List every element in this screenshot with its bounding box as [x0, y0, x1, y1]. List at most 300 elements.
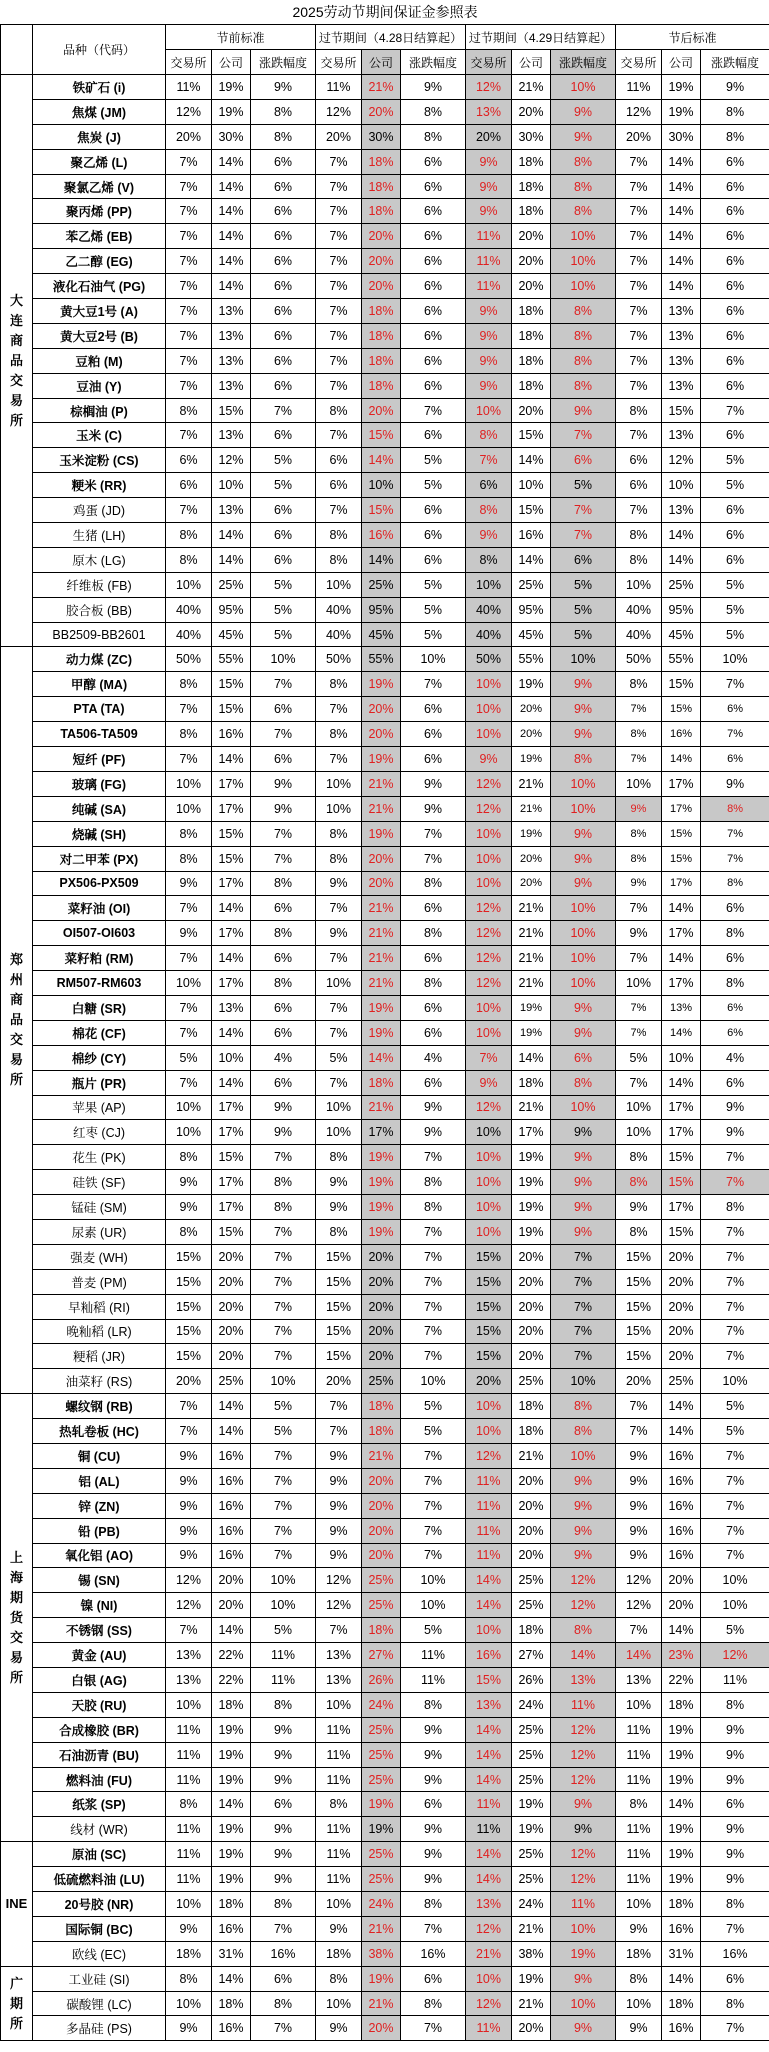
- margin-cell: 11%: [616, 1742, 662, 1767]
- margin-cell: 8%: [616, 1792, 662, 1817]
- margin-cell: 7%: [701, 1518, 769, 1543]
- product-name: 鸡蛋 (JD): [33, 498, 166, 523]
- margin-cell: 12%: [551, 1742, 616, 1767]
- margin-cell: 19%: [362, 1170, 401, 1195]
- table-row: [1, 796, 769, 821]
- margin-cell: 11%: [466, 1468, 512, 1493]
- margin-cell: 20%: [362, 1319, 401, 1344]
- margin-cell: 15%: [166, 1269, 212, 1294]
- margin-cell: 9%: [551, 821, 616, 846]
- margin-cell: 9%: [551, 1468, 616, 1493]
- margin-cell: 19%: [212, 1867, 251, 1892]
- margin-cell: 8%: [251, 1195, 316, 1220]
- table-row: [1, 1593, 769, 1618]
- margin-cell: 9%: [551, 1817, 616, 1842]
- margin-cell: 12%: [212, 448, 251, 473]
- margin-cell: 95%: [662, 597, 701, 622]
- margin-cell: 9%: [251, 1742, 316, 1767]
- margin-cell: 20%: [362, 1294, 401, 1319]
- margin-cell: 20%: [212, 1568, 251, 1593]
- margin-cell: 10%: [466, 1195, 512, 1220]
- product-name: 油菜籽 (RS): [33, 1369, 166, 1394]
- sub-header-company: 公司: [212, 50, 251, 75]
- margin-cell: 6%: [551, 547, 616, 572]
- margin-cell: 5%: [251, 1618, 316, 1643]
- margin-cell: 11%: [166, 1767, 212, 1792]
- margin-cell: 7%: [701, 1145, 769, 1170]
- margin-cell: 18%: [616, 1941, 662, 1966]
- margin-cell: 8%: [316, 1792, 362, 1817]
- margin-cell: 25%: [512, 1867, 551, 1892]
- margin-cell: 17%: [212, 1095, 251, 1120]
- product-name: 欧线 (EC): [33, 1941, 166, 1966]
- table-row: [1, 1767, 769, 1792]
- product-name: 锡 (SN): [33, 1568, 166, 1593]
- product-name: 锰硅 (SM): [33, 1195, 166, 1220]
- margin-cell: 9%: [701, 1717, 769, 1742]
- table-row: [1, 1742, 769, 1767]
- margin-cell: 10%: [551, 224, 616, 249]
- margin-cell: 6%: [251, 896, 316, 921]
- margin-cell: 8%: [701, 1692, 769, 1717]
- margin-cell: 5%: [401, 597, 466, 622]
- table-row: [1, 249, 769, 274]
- table-row: [1, 1916, 769, 1941]
- margin-cell: 6%: [701, 149, 769, 174]
- margin-cell: 27%: [362, 1643, 401, 1668]
- margin-cell: 19%: [212, 1742, 251, 1767]
- margin-cell: 6%: [551, 448, 616, 473]
- sub-header-company: 公司: [662, 50, 701, 75]
- margin-cell: 8%: [166, 846, 212, 871]
- margin-cell: 10%: [616, 572, 662, 597]
- margin-cell: 5%: [701, 448, 769, 473]
- margin-cell: 9%: [551, 871, 616, 896]
- margin-cell: 10%: [466, 1170, 512, 1195]
- exchange-label-char: 所: [9, 1669, 23, 1685]
- table-row: [1, 1344, 769, 1369]
- table-row: [1, 1170, 769, 1195]
- margin-cell: 7%: [166, 274, 212, 299]
- margin-cell: 9%: [316, 1195, 362, 1220]
- table-row: [1, 1269, 769, 1294]
- margin-cell: 9%: [401, 1842, 466, 1867]
- margin-cell: 25%: [362, 1867, 401, 1892]
- margin-cell: 16%: [662, 2016, 701, 2041]
- product-name: 苯乙烯 (EB): [33, 224, 166, 249]
- margin-cell: 9%: [551, 99, 616, 124]
- table-row: [1, 1892, 769, 1917]
- margin-cell: 18%: [362, 199, 401, 224]
- margin-cell: 19%: [362, 1792, 401, 1817]
- margin-cell: 20%: [512, 1319, 551, 1344]
- margin-cell: 15%: [316, 1269, 362, 1294]
- margin-cell: 10%: [616, 771, 662, 796]
- margin-cell: 9%: [466, 323, 512, 348]
- margin-cell: 21%: [512, 946, 551, 971]
- margin-cell: 7%: [316, 1419, 362, 1444]
- margin-cell: 14%: [662, 1070, 701, 1095]
- margin-cell: 11%: [466, 249, 512, 274]
- margin-cell: 20%: [662, 1344, 701, 1369]
- margin-cell: 8%: [166, 672, 212, 697]
- margin-cell: 11%: [316, 1817, 362, 1842]
- margin-cell: 7%: [551, 1269, 616, 1294]
- margin-cell: 9%: [616, 1443, 662, 1468]
- margin-cell: 17%: [662, 1095, 701, 1120]
- margin-cell: 25%: [662, 572, 701, 597]
- margin-cell: 9%: [551, 1120, 616, 1145]
- margin-cell: 7%: [401, 1319, 466, 1344]
- margin-cell: 40%: [316, 622, 362, 647]
- product-name: RM507-RM603: [33, 971, 166, 996]
- margin-cell: 9%: [701, 1867, 769, 1892]
- margin-cell: 25%: [362, 1767, 401, 1792]
- margin-cell: 30%: [662, 124, 701, 149]
- margin-cell: 14%: [466, 1593, 512, 1618]
- margin-cell: 9%: [616, 796, 662, 821]
- margin-cell: 5%: [701, 572, 769, 597]
- margin-cell: 14%: [212, 946, 251, 971]
- exchange-label-char: 品: [9, 1012, 23, 1028]
- margin-cell: 7%: [316, 348, 362, 373]
- margin-cell: 9%: [251, 1867, 316, 1892]
- margin-cell: 16%: [212, 1493, 251, 1518]
- margin-cell: 10%: [316, 771, 362, 796]
- margin-cell: 5%: [701, 1394, 769, 1419]
- margin-cell: 18%: [512, 1618, 551, 1643]
- margin-cell: 17%: [212, 921, 251, 946]
- margin-cell: 10%: [616, 1692, 662, 1717]
- margin-cell: 12%: [466, 971, 512, 996]
- product-name: 瓶片 (PR): [33, 1070, 166, 1095]
- margin-cell: 11%: [166, 1742, 212, 1767]
- margin-cell: 15%: [362, 498, 401, 523]
- margin-cell: 12%: [662, 448, 701, 473]
- margin-cell: 55%: [362, 647, 401, 672]
- table-row: [1, 1842, 769, 1867]
- product-name: 聚乙烯 (L): [33, 149, 166, 174]
- margin-cell: 16%: [212, 1468, 251, 1493]
- margin-cell: 6%: [251, 249, 316, 274]
- margin-cell: 9%: [166, 1543, 212, 1568]
- margin-cell: 15%: [166, 1319, 212, 1344]
- margin-cell: 21%: [512, 75, 551, 100]
- margin-cell: 19%: [362, 1020, 401, 1045]
- margin-cell: 9%: [551, 1219, 616, 1244]
- margin-cell: 9%: [701, 1817, 769, 1842]
- margin-cell: 15%: [466, 1319, 512, 1344]
- margin-cell: 14%: [212, 1070, 251, 1095]
- margin-cell: 9%: [166, 1468, 212, 1493]
- margin-cell: 19%: [362, 995, 401, 1020]
- margin-cell: 7%: [166, 373, 212, 398]
- margin-cell: 5%: [701, 473, 769, 498]
- margin-cell: 7%: [166, 1419, 212, 1444]
- product-name: 螺纹钢 (RB): [33, 1394, 166, 1419]
- table-row: [1, 1219, 769, 1244]
- margin-cell: 6%: [251, 523, 316, 548]
- margin-cell: 7%: [166, 323, 212, 348]
- margin-cell: 18%: [212, 1892, 251, 1917]
- margin-cell: 15%: [512, 498, 551, 523]
- margin-cell: 10%: [551, 274, 616, 299]
- margin-cell: 7%: [701, 1468, 769, 1493]
- margin-cell: 14%: [662, 1618, 701, 1643]
- margin-cell: 7%: [401, 1916, 466, 1941]
- table-row: [1, 1145, 769, 1170]
- exchange-label-char: 所: [9, 1072, 23, 1088]
- margin-cell: 8%: [551, 1419, 616, 1444]
- margin-cell: 6%: [701, 348, 769, 373]
- margin-cell: 7%: [616, 1419, 662, 1444]
- margin-cell: 7%: [401, 672, 466, 697]
- margin-cell: 7%: [251, 1319, 316, 1344]
- product-name: 早籼稻 (RI): [33, 1294, 166, 1319]
- margin-cell: 8%: [166, 722, 212, 747]
- margin-cell: 9%: [551, 1145, 616, 1170]
- margin-cell: 10%: [616, 1095, 662, 1120]
- margin-cell: 6%: [701, 896, 769, 921]
- margin-cell: 13%: [662, 498, 701, 523]
- margin-cell: 6%: [251, 299, 316, 324]
- margin-cell: 10%: [316, 1892, 362, 1917]
- margin-cell: 7%: [701, 1443, 769, 1468]
- margin-cell: 10%: [316, 1120, 362, 1145]
- margin-cell: 11%: [466, 1543, 512, 1568]
- margin-cell: 25%: [512, 1742, 551, 1767]
- margin-cell: 7%: [166, 199, 212, 224]
- margin-cell: 15%: [662, 398, 701, 423]
- margin-cell: 5%: [401, 622, 466, 647]
- margin-cell: 6%: [701, 299, 769, 324]
- margin-cell: 10%: [316, 1991, 362, 2016]
- margin-cell: 6%: [616, 473, 662, 498]
- margin-cell: 7%: [166, 299, 212, 324]
- exchange-label-char: 期: [9, 1995, 23, 2011]
- margin-cell: 5%: [401, 572, 466, 597]
- margin-cell: 8%: [251, 1892, 316, 1917]
- margin-cell: 9%: [401, 771, 466, 796]
- table-row: [1, 1717, 769, 1742]
- table-row: [1, 75, 769, 100]
- margin-cell: 7%: [316, 149, 362, 174]
- margin-cell: 9%: [466, 1070, 512, 1095]
- table-row: [1, 423, 769, 448]
- margin-cell: 21%: [512, 971, 551, 996]
- margin-cell: 9%: [551, 722, 616, 747]
- margin-cell: 13%: [662, 323, 701, 348]
- margin-cell: 14%: [466, 1767, 512, 1792]
- margin-cell: 14%: [662, 274, 701, 299]
- margin-cell: 8%: [316, 672, 362, 697]
- margin-cell: 45%: [662, 622, 701, 647]
- margin-cell: 9%: [466, 373, 512, 398]
- margin-cell: 21%: [362, 1991, 401, 2016]
- margin-cell: 22%: [212, 1668, 251, 1693]
- margin-cell: 19%: [212, 1767, 251, 1792]
- table-row: [1, 1493, 769, 1518]
- margin-cell: 10%: [251, 1568, 316, 1593]
- margin-cell: 8%: [616, 1966, 662, 1991]
- margin-cell: 6%: [251, 1070, 316, 1095]
- margin-cell: 11%: [466, 2016, 512, 2041]
- margin-cell: 15%: [662, 1145, 701, 1170]
- margin-cell: 17%: [512, 1120, 551, 1145]
- margin-cell: 6%: [701, 274, 769, 299]
- margin-cell: 11%: [466, 224, 512, 249]
- exchange-label-char: 易: [9, 1649, 23, 1665]
- margin-cell: 20%: [512, 1518, 551, 1543]
- margin-cell: 10%: [701, 1369, 769, 1394]
- margin-cell: 7%: [616, 348, 662, 373]
- group-header-holiday-0428: 过节期间（4.28日结算起）: [316, 25, 466, 50]
- product-name: 玉米 (C): [33, 423, 166, 448]
- margin-cell: 10%: [166, 1991, 212, 2016]
- product-name: 燃料油 (FU): [33, 1767, 166, 1792]
- margin-cell: 10%: [316, 572, 362, 597]
- margin-cell: 17%: [662, 771, 701, 796]
- margin-cell: 25%: [362, 572, 401, 597]
- exchange-label-char: 商: [9, 332, 23, 348]
- margin-cell: 7%: [316, 946, 362, 971]
- product-name: 普麦 (PM): [33, 1269, 166, 1294]
- exchange-label-char: 品: [9, 352, 23, 368]
- margin-cell: 8%: [251, 871, 316, 896]
- table-row: [1, 1941, 769, 1966]
- margin-cell: 7%: [316, 174, 362, 199]
- group-header-holiday-0429: 过节期间（4.29日结算起）: [466, 25, 616, 50]
- margin-cell: 15%: [166, 1294, 212, 1319]
- margin-cell: 13%: [662, 423, 701, 448]
- margin-cell: 50%: [616, 647, 662, 672]
- margin-cell: 12%: [166, 99, 212, 124]
- margin-cell: 7%: [616, 199, 662, 224]
- margin-cell: 15%: [662, 672, 701, 697]
- margin-cell: 9%: [401, 1717, 466, 1742]
- margin-cell: 9%: [401, 1817, 466, 1842]
- margin-cell: 7%: [166, 946, 212, 971]
- margin-cell: 8%: [316, 1966, 362, 1991]
- margin-cell: 10%: [401, 1593, 466, 1618]
- margin-cell: 11%: [616, 1867, 662, 1892]
- corner-cell: [1, 25, 33, 75]
- product-name: 短纤 (PF): [33, 747, 166, 772]
- margin-cell: 10%: [466, 1020, 512, 1045]
- margin-cell: 19%: [662, 1867, 701, 1892]
- margin-cell: 9%: [551, 995, 616, 1020]
- margin-cell: 12%: [316, 99, 362, 124]
- margin-cell: 7%: [616, 1394, 662, 1419]
- product-name: 纸浆 (SP): [33, 1792, 166, 1817]
- product-name: 聚氯乙烯 (V): [33, 174, 166, 199]
- margin-cell: 7%: [701, 821, 769, 846]
- margin-cell: 9%: [551, 398, 616, 423]
- margin-cell: 9%: [316, 1543, 362, 1568]
- margin-cell: 9%: [551, 1020, 616, 1045]
- product-name: 对二甲苯 (PX): [33, 846, 166, 871]
- margin-cell: 7%: [316, 747, 362, 772]
- table-row: [1, 224, 769, 249]
- margin-cell: 7%: [251, 1518, 316, 1543]
- margin-cell: 10%: [466, 672, 512, 697]
- margin-cell: 21%: [362, 796, 401, 821]
- margin-cell: 20%: [362, 1518, 401, 1543]
- margin-cell: 22%: [212, 1643, 251, 1668]
- margin-cell: 14%: [662, 149, 701, 174]
- margin-cell: 25%: [512, 1842, 551, 1867]
- margin-cell: 6%: [701, 174, 769, 199]
- margin-cell: 6%: [401, 299, 466, 324]
- margin-cell: 9%: [616, 1493, 662, 1518]
- margin-cell: 15%: [466, 1294, 512, 1319]
- margin-cell: 14%: [662, 1966, 701, 1991]
- margin-cell: 8%: [551, 149, 616, 174]
- margin-cell: 11%: [316, 1742, 362, 1767]
- margin-cell: 9%: [616, 921, 662, 946]
- margin-cell: 17%: [662, 796, 701, 821]
- exchange-label-char: 大: [9, 292, 23, 308]
- margin-cell: 9%: [401, 75, 466, 100]
- product-name: 20号胶 (NR): [33, 1892, 166, 1917]
- margin-cell: 8%: [701, 1991, 769, 2016]
- margin-cell: 14%: [662, 946, 701, 971]
- margin-cell: 10%: [316, 796, 362, 821]
- margin-cell: 9%: [251, 1842, 316, 1867]
- margin-cell: 19%: [662, 1817, 701, 1842]
- margin-cell: 9%: [166, 1195, 212, 1220]
- margin-cell: 12%: [616, 99, 662, 124]
- margin-cell: 16%: [466, 1643, 512, 1668]
- margin-cell: 19%: [362, 1195, 401, 1220]
- margin-cell: 13%: [662, 348, 701, 373]
- margin-cell: 10%: [166, 1095, 212, 1120]
- margin-cell: 14%: [212, 747, 251, 772]
- product-name: 工业硅 (SI): [33, 1966, 166, 1991]
- margin-cell: 20%: [512, 99, 551, 124]
- product-name: 纯碱 (SA): [33, 796, 166, 821]
- margin-cell: 8%: [551, 1618, 616, 1643]
- margin-cell: 21%: [362, 771, 401, 796]
- exchange-label-char: 商: [9, 992, 23, 1008]
- table-row: [1, 771, 769, 796]
- margin-cell: 10%: [466, 1145, 512, 1170]
- table-row: [1, 1966, 769, 1991]
- margin-cell: 7%: [551, 423, 616, 448]
- product-header: 品种（代码）: [33, 25, 166, 75]
- margin-cell: 20%: [212, 1344, 251, 1369]
- margin-cell: 6%: [701, 224, 769, 249]
- margin-cell: 6%: [701, 946, 769, 971]
- margin-cell: 6%: [251, 697, 316, 722]
- margin-cell: 9%: [466, 299, 512, 324]
- margin-cell: 11%: [401, 1668, 466, 1693]
- margin-cell: 19%: [212, 99, 251, 124]
- product-name: BB2509-BB2601: [33, 622, 166, 647]
- exchange-label-char: 广: [9, 1975, 23, 1991]
- margin-cell: 8%: [166, 1792, 212, 1817]
- margin-cell: 8%: [251, 921, 316, 946]
- margin-cell: 7%: [701, 2016, 769, 2041]
- margin-cell: 10%: [551, 1095, 616, 1120]
- margin-cell: 10%: [166, 971, 212, 996]
- margin-cell: 14%: [212, 249, 251, 274]
- margin-cell: 8%: [401, 124, 466, 149]
- margin-cell: 13%: [212, 498, 251, 523]
- margin-cell: 8%: [616, 523, 662, 548]
- margin-cell: 9%: [551, 672, 616, 697]
- margin-cell: 5%: [401, 1394, 466, 1419]
